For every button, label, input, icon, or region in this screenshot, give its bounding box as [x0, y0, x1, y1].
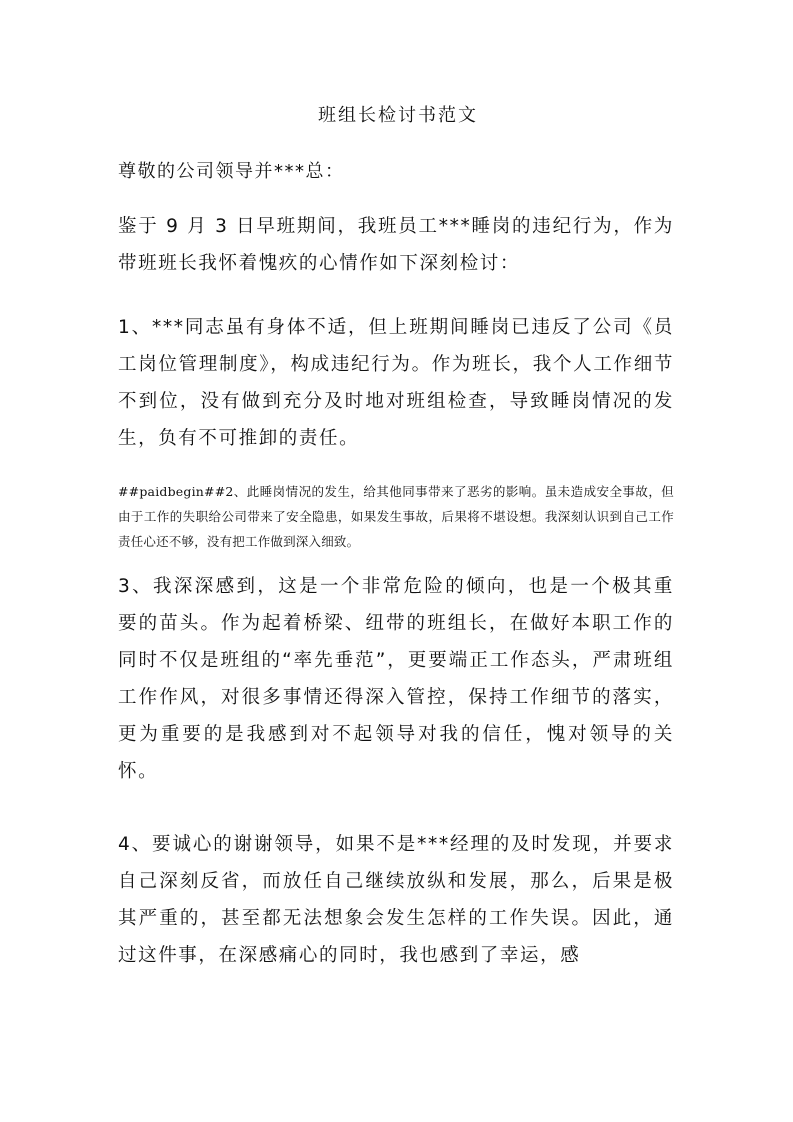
paragraph-point-3: 3、我深深感到，这是一个非常危险的倾向，也是一个极其重要的苗头。作为起着桥梁、纽带的班组长，在做好本职工作的同时不仅是班组的“率先垂范”，更要端正工作态头，严肃班组工作作风，对很多事情还得深入管控，保持工作细节的落实，更为重要的是我感到对不起领导对我的信任，愧对领导的关怀。 [118, 576, 674, 782]
document-title: 班组长检讨书范文 [318, 105, 478, 126]
paragraph-point-1: 1、***同志虽有身体不适，但上班期间睡岗已违反了公司《员工岗位管理制度》，构成违纪行为。作为班长，我个人工作细节不到位，没有做到充分及时地对班组检查，导致睡岗情况的发生，负有不可推卸的责任。 [118, 317, 674, 449]
salutation: 尊敬的公司领导并***总： [118, 161, 345, 182]
paragraph-intro: 鉴于 9 月 3 日早班期间，我班员工***睡岗的违纪行为，作为带班班长我怀着愧疚的心情作如下深刻检讨： [118, 216, 674, 274]
paragraph-point-2: ##paidbegin##2、此睡岗情况的发生，给其他同事带来了恶劣的影响。虽未造成安全事故，但由于工作的失职给公司带来了安全隐患，如果发生事故，后果将不堪设想。我深刻认识到自己工作责任心还不够，没有把工作做到深入细致。 [118, 484, 674, 549]
paragraph-point-4: 4、要诚心的谢谢领导，如果不是***经理的及时发现，并要求自己深刻反省，而放任自己继续放纵和发展，那么，后果是极其严重的，甚至都无法想象会发生怎样的工作失误。因此，通过这件事，在深感痛心的同时，我也感到了幸运，感 [118, 834, 674, 966]
